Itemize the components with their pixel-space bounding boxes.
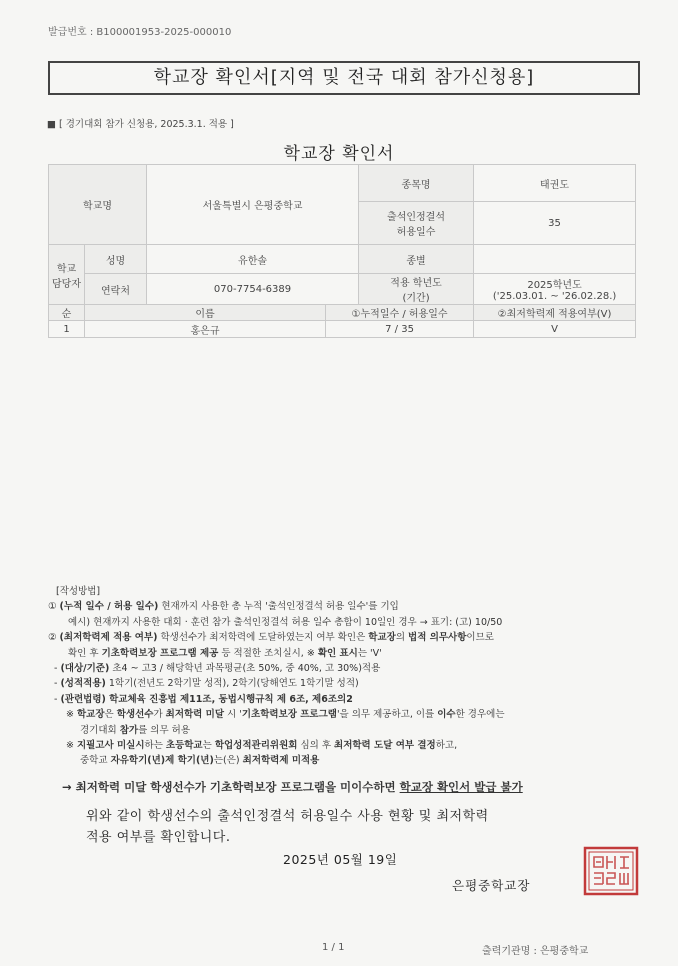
row-no: 1 [49, 321, 85, 338]
sport-value: 태권도 [474, 165, 636, 202]
instruction-line: ※ 지필고사 미실시하는 초등학교는 학업성적관리위원회 심의 후 최저학력 도달 여부 결정하고, [66, 740, 458, 752]
page-number: 1 / 1 [322, 942, 345, 953]
document-title: 학교장 확인서[지역 및 전국 대회 참가신청용] [48, 61, 640, 95]
instruction-line: - (대상/기준) 초4 ~ 고3 / 해당학년 과목평균(초 50%, 중 40%, 고 30%)적용 [54, 663, 381, 675]
table-row [49, 321, 636, 338]
confirmation-statement: 위와 같이 학생선수의 출석인정결석 허용일수 사용 현황 및 최저학력 적용 여부를 확인합니다. [86, 809, 489, 845]
instruction-line: ② (최저학력제 적용 여부) 학생선수가 최저학력에 도달하였는지 여부 확인은 학교장의 법적 의무사항이므로 [48, 632, 494, 644]
instructions [48, 584, 648, 769]
instructions-heading: [작성방법] [56, 586, 101, 597]
issuing-institution: 출력기관명 : 은평중학교 [482, 946, 589, 957]
col-no-header: 순 [49, 305, 85, 321]
issue-number: 발급번호 : B100001953-2025-000010 [48, 27, 232, 38]
col-name-header: 이름 [85, 305, 326, 321]
school-label: 학교명 [49, 165, 147, 245]
warning-line: → 최저학력 미달 학생선수가 기초학력보장 프로그램을 미이수하면 학교장 확인서 발급 불가 [62, 780, 523, 794]
instruction-line: 중학교 자유학기(년)제 학기(년)는(은) 최저학력제 미적용 [80, 755, 320, 767]
principal-name: 은평중학교장 [452, 878, 531, 893]
contact-value: 070-7754-6389 [147, 274, 359, 305]
type-label: 종별 [359, 245, 474, 274]
document-heading: 학교장 확인서 [283, 144, 395, 164]
row-days: 7 / 35 [326, 321, 474, 338]
issue-date: 2025년 05월 19일 [283, 852, 398, 867]
instruction-line: - (관련법령) 학교체육 진흥법 제11조, 동법시행규칙 제 6조, 제6조의2 [54, 693, 353, 705]
instruction-line: ① (누적 일수 / 허용 일수) 현재까지 사용한 총 누적 '출석인정결석 허용 일수'를 기입 [48, 601, 399, 613]
sport-label: 종목명 [359, 165, 474, 202]
attendance-label: 출석인정결석 허용일수 [359, 202, 474, 245]
attendance-value: 35 [474, 202, 636, 245]
school-seal-stamp [583, 846, 639, 896]
confirmation-table [48, 164, 636, 338]
col-days-header: ①누적일수 / 허용일수 [326, 305, 474, 321]
year-label: 적용 학년도 (기간) [359, 274, 474, 305]
year-value: 2025학년도 ('25.03.01. ~ '26.02.28.) [474, 274, 636, 305]
name-label: 성명 [85, 245, 147, 274]
instruction-line: 예시) 현재까지 사용한 대회 · 훈련 참가 출석인정결석 허용 일수 총합이 10일인 경우 → 표기: (고) 10/50 [68, 616, 503, 628]
col-min-header: ②최저학력제 적용여부(V) [474, 305, 636, 321]
contact-label: 연락처 [85, 274, 147, 305]
usage-note: ■ [ 경기대회 참가 신청용, 2025.3.1. 적용 ] [47, 119, 234, 130]
school-value: 서울특별시 은평중학교 [147, 165, 359, 245]
name-value: 유한솔 [147, 245, 359, 274]
instruction-line: 확인 후 기초학력보장 프로그램 제공 등 적절한 조치실시, ※ 확인 표시는 'V' [68, 647, 382, 659]
row-name: 홍은규 [85, 321, 326, 338]
row-min: V [474, 321, 636, 338]
instruction-line: ※ 학교장은 학생선수가 최저학력 미달 시 '기초학력보장 프로그램'을 의무 제공하고, 이를 이수한 경우에는 [66, 709, 505, 721]
instruction-line: 경기대회 참가를 의무 허용 [80, 724, 191, 736]
teacher-label: 학교 담당자 [49, 245, 85, 305]
instruction-line: - (성적적용) 1학기(전년도 2학기말 성적), 2학기(당해연도 1학기말 성적) [54, 678, 359, 690]
type-value [474, 245, 636, 274]
